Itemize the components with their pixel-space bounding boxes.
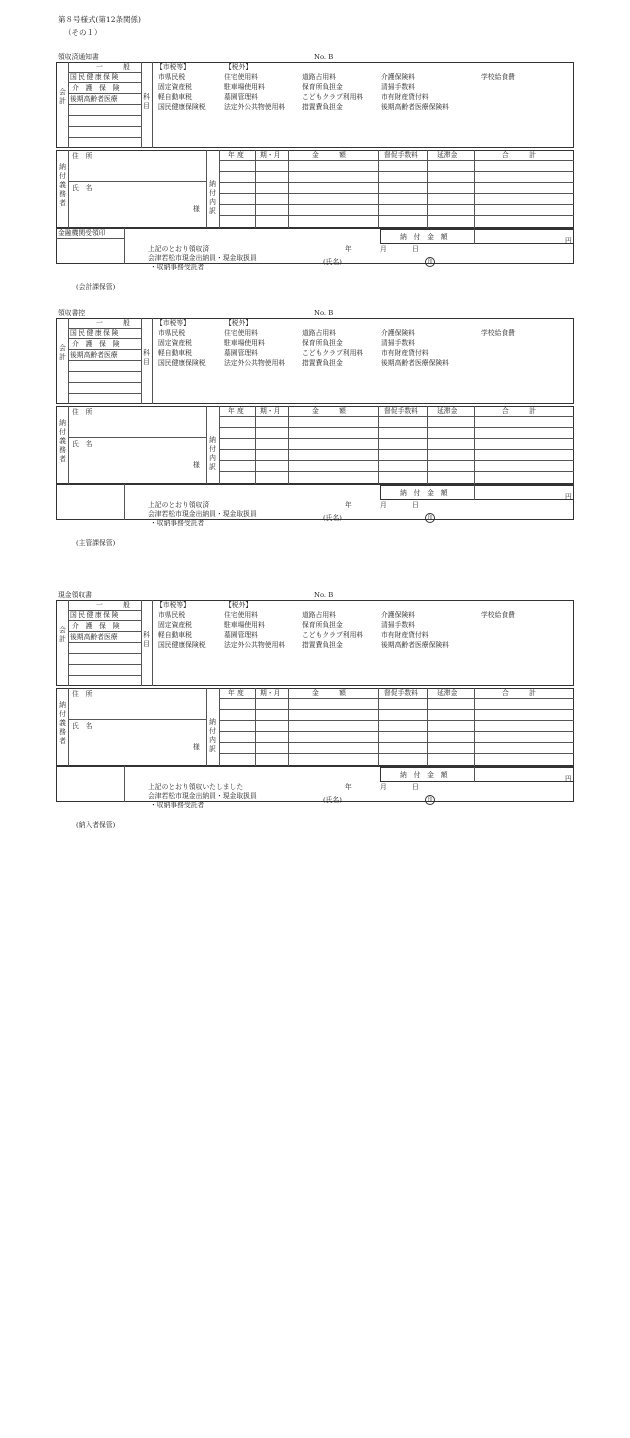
col-fee: 督促手数料 bbox=[384, 407, 418, 415]
tax-item: 介護保険料 bbox=[381, 329, 415, 337]
number-label: No. B bbox=[314, 53, 334, 61]
name-bracket-label: (氏名) bbox=[323, 514, 342, 522]
name-label: 氏 名 bbox=[72, 440, 93, 448]
tax-item: 清掃手数料 bbox=[381, 83, 415, 91]
account-row-kouki: 後期高齢者医療 bbox=[70, 351, 118, 359]
tax-item: 保育所負担金 bbox=[302, 83, 343, 91]
clerk-line2: ・収納事務受託者 bbox=[150, 519, 205, 527]
day-label: 日 bbox=[412, 501, 419, 509]
receipt-text: 上記のとおり領収済 bbox=[148, 501, 210, 509]
honorific: 様 bbox=[193, 461, 200, 469]
col-period: 期・月 bbox=[260, 689, 281, 697]
col-year: 年 度 bbox=[228, 407, 244, 415]
clerk-line1: 会津若松市現金出納員・現金取扱員 bbox=[148, 792, 257, 800]
col-year: 年 度 bbox=[228, 689, 244, 697]
tax-item: こどもクラブ利用料 bbox=[302, 349, 364, 357]
number-label: No. B bbox=[314, 591, 334, 599]
day-label: 日 bbox=[412, 245, 419, 253]
kaikei-label: 会計 bbox=[59, 88, 66, 105]
tax-item: 駐車場使用料 bbox=[224, 621, 265, 629]
tax-item: 保育所負担金 bbox=[302, 621, 343, 629]
kamoku-label: 科目 bbox=[143, 631, 150, 648]
tax-item: 駐車場使用料 bbox=[224, 83, 265, 91]
col-amount: 金 額 bbox=[312, 407, 346, 415]
month-label: 月 bbox=[380, 245, 387, 253]
tax-item: 法定外公共物使用料 bbox=[224, 103, 286, 111]
kaikei-label: 会計 bbox=[59, 626, 66, 643]
tax-item: 墓園管理料 bbox=[224, 349, 258, 357]
tax-item: 清掃手数料 bbox=[381, 339, 415, 347]
tax-item: 保育所負担金 bbox=[302, 339, 343, 347]
col-fee: 督促手数料 bbox=[384, 151, 418, 159]
col-total: 合 計 bbox=[502, 689, 536, 697]
payer-box bbox=[56, 688, 574, 766]
year-label: 年 bbox=[345, 501, 352, 509]
tax-item: 市有財産貸付料 bbox=[381, 349, 429, 357]
name-label: 氏 名 bbox=[72, 184, 93, 192]
clerk-line2: ・収納事務受託者 bbox=[150, 801, 205, 809]
name-bracket-label: (氏名) bbox=[323, 796, 342, 804]
seal-icon: 印 bbox=[425, 513, 435, 523]
tax-header-city: 【市税等】 bbox=[156, 63, 190, 71]
receipt-text: 上記のとおり領収済 bbox=[148, 245, 210, 253]
tax-item: 市県民税 bbox=[158, 611, 186, 619]
breakdown-label: 納付内訳 bbox=[209, 718, 216, 753]
payer-label: 納付義務者 bbox=[59, 163, 66, 207]
account-row-kaigo: 介 護 保 険 bbox=[72, 622, 120, 630]
account-row-kouki: 後期高齢者医療 bbox=[70, 95, 118, 103]
receipt-text: 上記のとおり領収いたしました bbox=[148, 783, 244, 791]
tax-item: 後期高齢者医療保険料 bbox=[381, 103, 449, 111]
tax-item: 国民健康保険税 bbox=[158, 103, 206, 111]
tax-item: 市県民税 bbox=[158, 329, 186, 337]
tax-header-other: 【税外】 bbox=[225, 63, 253, 71]
tax-item: こどもクラブ利用料 bbox=[302, 631, 364, 639]
tax-item: こどもクラブ利用料 bbox=[302, 93, 364, 101]
account-row-kokuho: 国民健康保険 bbox=[70, 329, 120, 337]
tax-item: 介護保険料 bbox=[381, 611, 415, 619]
tax-item: 清掃手数料 bbox=[381, 621, 415, 629]
tax-item: 軽自動車税 bbox=[158, 631, 192, 639]
tax-item: 住宅使用料 bbox=[224, 329, 258, 337]
storage-note: (会計課保管) bbox=[76, 283, 116, 291]
tax-header-other: 【税外】 bbox=[225, 601, 253, 609]
tax-item: 住宅使用料 bbox=[224, 611, 258, 619]
col-fee: 督促手数料 bbox=[384, 689, 418, 697]
tax-item: 学校給食費 bbox=[481, 329, 515, 337]
account-row-general: 一 般 bbox=[96, 601, 130, 609]
account-row-kokuho: 国民健康保険 bbox=[70, 611, 120, 619]
form-sub-number: （その１） bbox=[64, 28, 102, 37]
col-year: 年 度 bbox=[228, 151, 244, 159]
tax-item: 市県民税 bbox=[158, 73, 186, 81]
tax-item: 学校給食費 bbox=[481, 611, 515, 619]
yen-label: 円 bbox=[565, 775, 572, 783]
form-section-3 bbox=[0, 538, 630, 1438]
tax-item: 墓園管理料 bbox=[224, 93, 258, 101]
tax-item: 墓園管理料 bbox=[224, 631, 258, 639]
storage-note: (納入者保管) bbox=[76, 821, 116, 829]
yen-label: 円 bbox=[565, 237, 572, 245]
honorific: 様 bbox=[193, 205, 200, 213]
payer-label: 納付義務者 bbox=[59, 701, 66, 745]
seal-icon: 印 bbox=[425, 795, 435, 805]
year-label: 年 bbox=[345, 783, 352, 791]
year-label: 年 bbox=[345, 245, 352, 253]
col-delay: 延滞金 bbox=[437, 407, 458, 415]
tax-item: 国民健康保険税 bbox=[158, 359, 206, 367]
payer-box bbox=[56, 150, 574, 228]
form-title: 領収書控 bbox=[58, 309, 86, 317]
payment-amount-label: 納 付 金 額 bbox=[400, 771, 448, 779]
tax-item: 住宅使用料 bbox=[224, 73, 258, 81]
number-label: No. B bbox=[314, 309, 334, 317]
tax-item: 道路占用料 bbox=[302, 329, 336, 337]
form-title: 現金領収書 bbox=[58, 591, 92, 599]
tax-item: 措置費負担金 bbox=[302, 103, 343, 111]
account-row-kaigo: 介 護 保 険 bbox=[72, 340, 120, 348]
payer-box bbox=[56, 406, 574, 484]
kamoku-label: 科目 bbox=[143, 93, 150, 110]
tax-item: 国民健康保険税 bbox=[158, 641, 206, 649]
payer-label: 納付義務者 bbox=[59, 419, 66, 463]
tax-item: 固定資産税 bbox=[158, 339, 192, 347]
tax-item: 後期高齢者医療保険料 bbox=[381, 641, 449, 649]
tax-item: 固定資産税 bbox=[158, 621, 192, 629]
breakdown-label: 納付内訳 bbox=[209, 436, 216, 471]
stamp-label: 金融機関受領印 bbox=[58, 229, 106, 237]
col-period: 期・月 bbox=[260, 151, 281, 159]
tax-item: 市有財産貸付料 bbox=[381, 631, 429, 639]
tax-item: 市有財産貸付料 bbox=[381, 93, 429, 101]
honorific: 様 bbox=[193, 743, 200, 751]
address-label: 住 所 bbox=[72, 690, 93, 698]
breakdown-label: 納付内訳 bbox=[209, 180, 216, 215]
tax-item: 介護保険料 bbox=[381, 73, 415, 81]
address-label: 住 所 bbox=[72, 152, 93, 160]
yen-label: 円 bbox=[565, 493, 572, 501]
seal-icon: 印 bbox=[425, 257, 435, 267]
tax-item: 学校給食費 bbox=[481, 73, 515, 81]
account-row-general: 一 般 bbox=[96, 319, 130, 327]
account-row-kouki: 後期高齢者医療 bbox=[70, 633, 118, 641]
tax-item: 駐車場使用料 bbox=[224, 339, 265, 347]
clerk-line1: 会津若松市現金出納員・現金取扱員 bbox=[148, 254, 257, 262]
tax-item: 軽自動車税 bbox=[158, 93, 192, 101]
day-label: 日 bbox=[412, 783, 419, 791]
tax-item: 軽自動車税 bbox=[158, 349, 192, 357]
clerk-line2: ・収納事務受託者 bbox=[150, 263, 205, 271]
col-delay: 延滞金 bbox=[437, 151, 458, 159]
account-row-kaigo: 介 護 保 険 bbox=[72, 84, 120, 92]
col-delay: 延滞金 bbox=[437, 689, 458, 697]
tax-item: 固定資産税 bbox=[158, 83, 192, 91]
tax-header-other: 【税外】 bbox=[225, 319, 253, 327]
tax-item: 法定外公共物使用料 bbox=[224, 359, 286, 367]
account-row-kokuho: 国民健康保険 bbox=[70, 73, 120, 81]
month-label: 月 bbox=[380, 501, 387, 509]
address-label: 住 所 bbox=[72, 408, 93, 416]
payment-amount-label: 納 付 金 額 bbox=[400, 233, 448, 241]
payment-amount-label: 納 付 金 額 bbox=[400, 489, 448, 497]
col-period: 期・月 bbox=[260, 407, 281, 415]
tax-item: 措置費負担金 bbox=[302, 359, 343, 367]
col-amount: 金 額 bbox=[312, 151, 346, 159]
tax-item: 道路占用料 bbox=[302, 611, 336, 619]
col-amount: 金 額 bbox=[312, 689, 346, 697]
name-bracket-label: (氏名) bbox=[323, 258, 342, 266]
storage-note: (主管課保管) bbox=[76, 539, 116, 547]
tax-item: 道路占用料 bbox=[302, 73, 336, 81]
tax-item: 後期高齢者医療保険料 bbox=[381, 359, 449, 367]
kamoku-label: 科目 bbox=[143, 349, 150, 366]
kaikei-label: 会計 bbox=[59, 344, 66, 361]
col-total: 合 計 bbox=[502, 407, 536, 415]
tax-item: 措置費負担金 bbox=[302, 641, 343, 649]
form-number: 第８号様式(第12条関係) bbox=[58, 15, 141, 24]
tax-header-city: 【市税等】 bbox=[156, 601, 190, 609]
col-total: 合 計 bbox=[502, 151, 536, 159]
tax-header-city: 【市税等】 bbox=[156, 319, 190, 327]
clerk-line1: 会津若松市現金出納員・現金取扱員 bbox=[148, 510, 257, 518]
name-label: 氏 名 bbox=[72, 722, 93, 730]
account-row-general: 一 般 bbox=[96, 63, 130, 71]
month-label: 月 bbox=[380, 783, 387, 791]
tax-item: 法定外公共物使用料 bbox=[224, 641, 286, 649]
form-title: 領収済通知書 bbox=[58, 53, 99, 61]
